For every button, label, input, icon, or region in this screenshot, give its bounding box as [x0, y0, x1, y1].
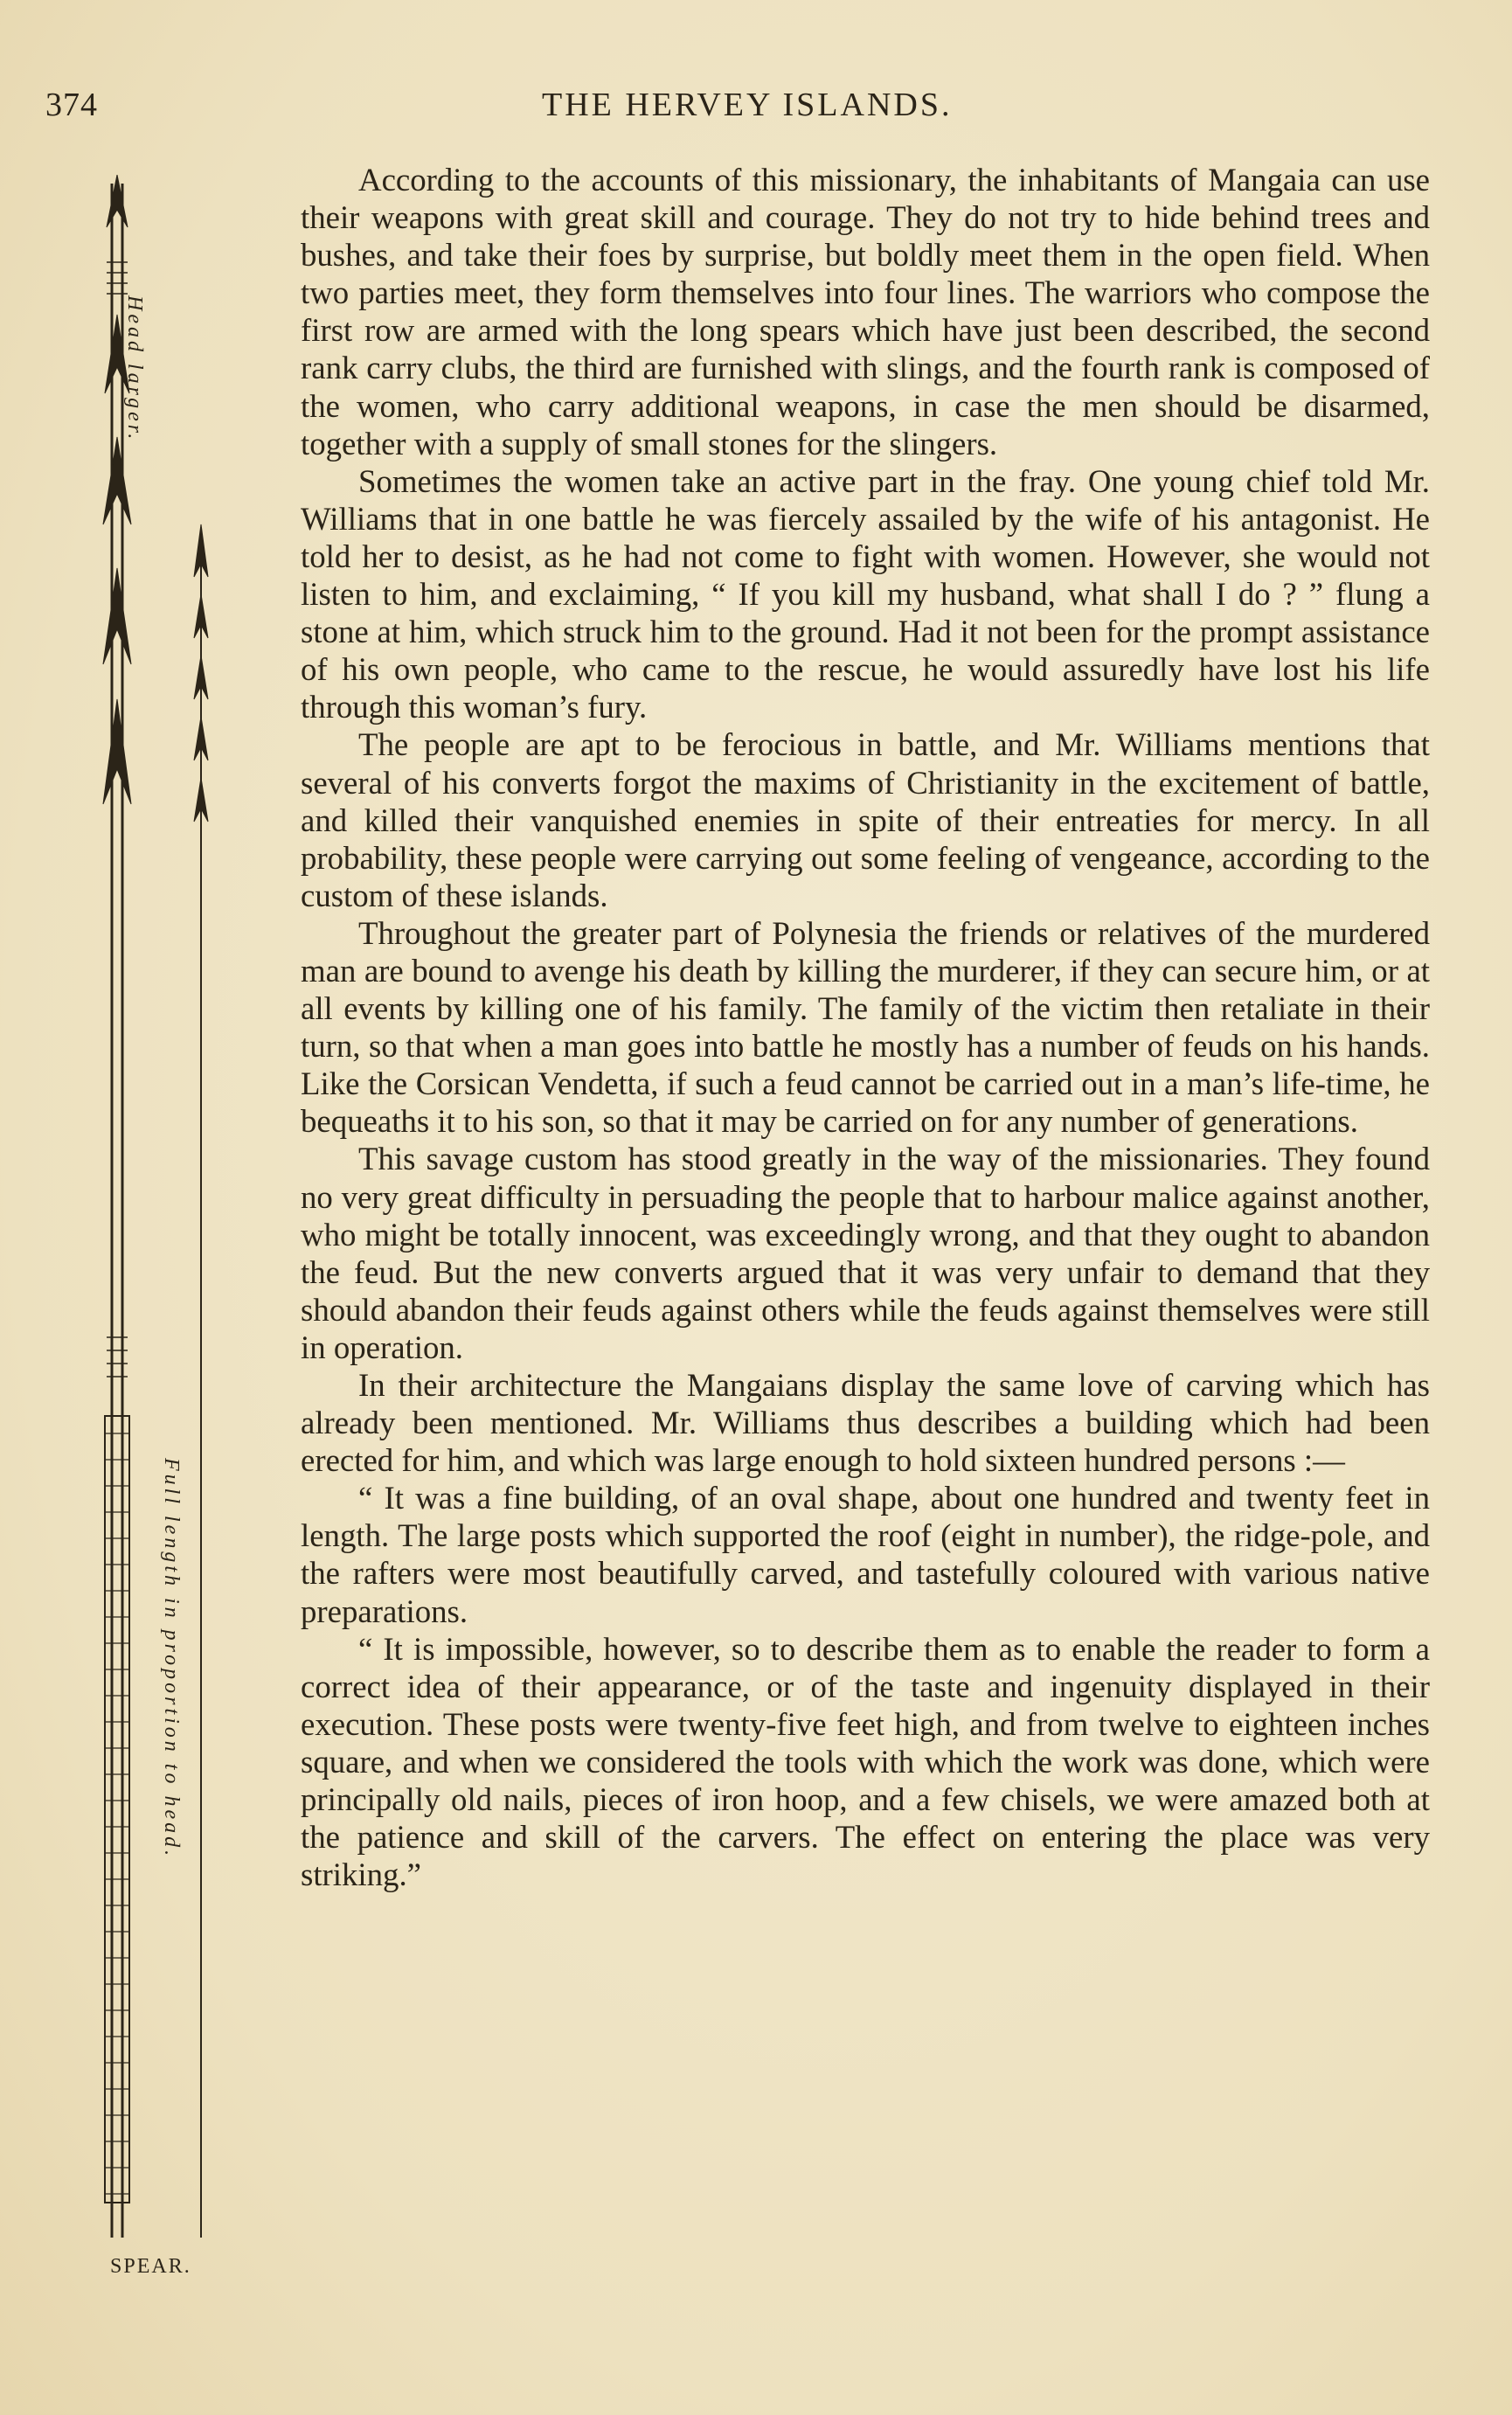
running-head: THE HERVEY ISLANDS.: [542, 87, 953, 123]
paragraph: Sometimes the women take an active part in the fray. One young chief told Mr. Williams that in one battle he was fiercely assailed by the wife of his antagonist. He told her to desist, as he had not come to fight with women. However, she would not listen to him, and exclaiming, “ If you kill my husband, what shall I do ? ” flung a stone at him, which struck him to the ground. Had it not been for the prompt assistance of his own people, who came to the rescue, he would assuredly have lost his life through this woman’s fury.: [301, 462, 1430, 725]
paragraph: This savage custom has stood greatly in the way of the missionaries. They found no very great difficulty in persuading the people that to harbour malice against another, who might be totally innocent, was exceedingly wrong, and that they ought to abandon the feud. But the new converts argued that it was very unfair to demand that they should abandon their feuds against others while the feuds against themselves were still in operation.: [301, 1141, 1430, 1365]
paragraph: Throughout the greater part of Polynesia the friends or relatives of the murdered man are bound to avenge his death by killing the murderer, if they can secure him, or at all events by killing one of his family. The family of the victim then retaliate in their turn, so that when a man goes into battle he mostly has a number of feuds on his hands. Like the Corsican Vendetta, if such a feud cannot be carried out in a man’s life-time, he bequeaths it to his son, so that it may be carried on for any number of generations.: [301, 914, 1430, 1140]
spear-illustration: [52, 175, 227, 2255]
paragraph: “ It is impossible, however, so to describe them as to enable the reader to form a correct idea of their appearance, or of the taste and ingenuity displayed in their execution. These posts were twenty-five feet high, and from twelve to eighteen inches square, and when we considered the tools with which the work was done, which were principally old nails, pieces of iron hoop, and a few chisels, we were amazed both at the patience and skill of the carvers. The effect on entering the place was very striking.”: [301, 1630, 1430, 1893]
paragraph: According to the accounts of this missionary, the inhabitants of Mangaia can use their weapons with great skill and courage. They do not try to hide behind trees and bushes, and take their foes by surprise, but boldly meet them in the open field. When two parties meet, they form themselves into four lines. The warriors who compose the first row are armed with the long spears which have just been described, the second rank carry clubs, the third are furnished with slings, and the fourth rank is composed of the women, who carry additional weapons, in case the men should be disarmed, together with a supply of small stones for the slingers.: [301, 162, 1430, 461]
figure-note-full-length: Full length in proportion to head.: [160, 1458, 183, 1860]
paragraph: The people are apt to be ferocious in battle, and Mr. Williams mentions that several of his converts forgot the maxims of Christianity in the excitement of battle, and killed their vanquished enemies in spite of their entreaties for mercy. In all probability, these people were carrying out some feeling of vengeance, according to the custom of these islands.: [301, 726, 1430, 913]
paragraph: “ It was a fine building, of an oval shape, about one hundred and twenty feet in length. The large posts which supported the roof (eight in number), the ridge-pole, and the rafters were most beautifully carved, and tastefully coloured with various native preparations.: [301, 1480, 1430, 1629]
paragraph: In their architecture the Mangaians display the same love of carving which has already been mentioned. Mr. Williams thus describes a building which had been erected for him, and which was large enough to hold sixteen hundred persons :—: [301, 1367, 1430, 1479]
spear-drawing: [52, 175, 227, 2255]
figure-caption: SPEAR.: [110, 2255, 191, 2278]
page-number: 374: [45, 87, 98, 123]
body-text: [301, 161, 1430, 1893]
figure-note-head: Head larger.: [123, 295, 146, 443]
